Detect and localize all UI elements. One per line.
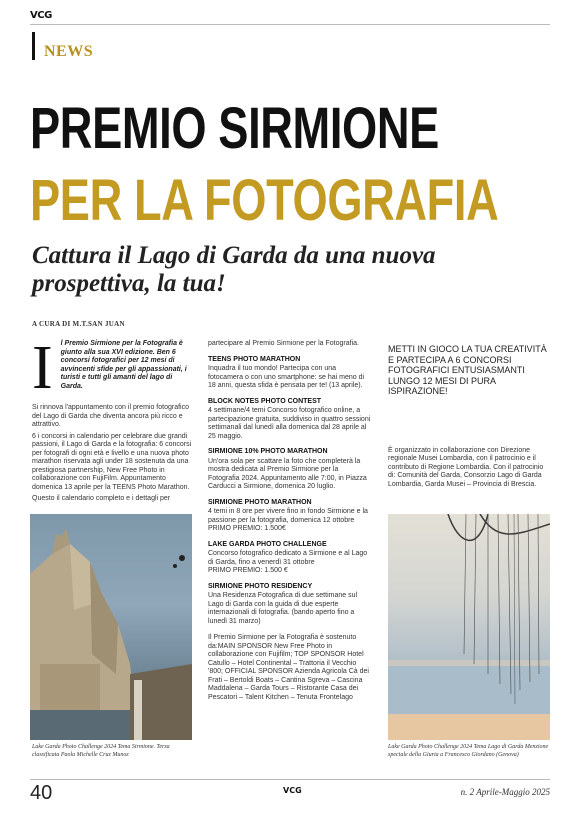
body-paragraph: Questo il calendario completo e i dettagli per [32, 495, 171, 502]
body-paragraph: 6 i concorsi in calendario per celebrare due grandi passioni, il Lago di Garda e la fotografia: 6 concorsi per fotografi di ogni età e livello e una nuova photo marathon riservata agli under 18 sostenuta da una prestigiosa partnership, New Free Photo in collaborazione con FujiFilm. Appuntamento domenica 13 aprile per la TEENS Photo Marathon. [32, 432, 192, 491]
contest-text: Una Residenza Fotografica di due settimane sul Lago di Garda con la guida di due esperte internazionali di fotografia. (bando aperto fino a lunedì 31 marzo) [208, 592, 358, 625]
contest-title: TEENS PHOTO MARATHON [208, 355, 301, 363]
body-paragraph: partecipare al Premio Sirmione per la Fotografia. [208, 340, 359, 347]
headline-line-2: PER LA FOTOGRAFIA [30, 168, 499, 233]
contest-title: SIRMIONE PHOTO RESIDENCY [208, 582, 313, 590]
magazine-logo: VCG [30, 10, 52, 21]
body-paragraph: Si rinnova l'appuntamento con il premio fotografico del Lago di Garda che diventa ancora più ricco e attrattivo. [32, 404, 189, 428]
byline: A CURA DI M.T.SAN JUAN [32, 320, 125, 328]
organization-paragraph: È organizzato in collaborazione con Direzione regionale Musei Lombardia, con il patrocinio e il contributo di Regione Lombardia. Con il patrocinio di: Comunità del Garda, Consorzio Lago di Garda Lombardia, Garda Musei – Provincia di Brescia. [388, 446, 544, 488]
contest-text: Un'ora sola per scattare la foto che completerà la mostra dedicata al Premio Sirmione per la Fotografia 2024. Appuntamento alle 7:00, in Piazza Carducci a Sirmione, domenica 20 luglio. [208, 457, 367, 490]
footer-logo: VCG [283, 786, 302, 795]
contest-text: 4 temi in 8 ore per vivere fino in fondo Sirmione e la passione per la fotografia, domenica 12 ottobre [208, 508, 368, 524]
section-marker [32, 32, 35, 60]
drop-cap: I [32, 334, 53, 402]
intro-block [32, 334, 192, 404]
contest-text: Concorso fotografico dedicato a Sirmione e al Lago di Garda, fino a venerdì 31 ottobre [208, 550, 368, 566]
contest-title: SIRMIONE PHOTO MARATHON [208, 498, 312, 506]
contest-title: LAKE GARDA PHOTO CHALLENGE [208, 540, 327, 548]
lake-illustration [388, 514, 550, 740]
callout-text: METTI IN GIOCO LA TUA CREATIVITÀ E PARTECIPA A 6 CONCORSI FOTOGRAFICI ENTUSIASMANTI LUNGO 12 MESI DI PURA ISPIRAZIONE! [388, 344, 547, 396]
contest-prize: PRIMO PREMIO: 1.500 € [208, 567, 288, 574]
issue-info: n. 2 Aprile-Maggio 2025 [460, 787, 550, 797]
sponsors-paragraph: Il Premio Sirmione per la Fotografia è sostenuto da:MAIN SPONSOR New Free Photo in collaborazione con Fujifilm; TOP SPONSOR Hotel Catullo – Hotel Continental – Trattoria il Vecchio '800; OFFICIAL SPONSOR Azienda Agricola Cà dei Frati – Bertoldi Boats – Cantina Sgreva – Cascina Maddalena – Garda Tours – Ristorante Casa dei Pescatori – Talent Kitchen – Tenuta Frontelago [208, 634, 369, 701]
contest-title: BLOCK NOTES PHOTO CONTEST [208, 397, 322, 405]
column-3 [388, 344, 548, 492]
section-label: NEWS [44, 43, 94, 60]
castle-illustration [30, 514, 192, 740]
photo-caption-left: Lake Garda Photo Challenge 2024 Tema Sirmione. Terza classificata Paola Michelle Cruz Munoz [32, 744, 170, 758]
contest-title: SIRMIONE 10% PHOTO MARATHON [208, 448, 328, 455]
subtitle: Cattura il Lago di Garda da una nuova prospettiva, la tua! [32, 242, 436, 297]
page-number: 40 [30, 782, 53, 804]
contest-text: Inquadra il tuo mondo! Partecipa con una fotocamera o con uno smartphone: se hai meno di 18 anni, questa sfida è pensata per te! (13 aprile). [208, 365, 365, 389]
column-1 [32, 334, 192, 507]
column-2 [208, 340, 371, 705]
bottom-divider [30, 779, 550, 780]
photo-caption-right: Lake Garda Photo Challenge 2024 Tema Lago di Garda Menzione speciale della Giuria a Francesco Giordano (Genova) [388, 744, 549, 758]
contest-text: 4 settimane/4 temi Concorso fotografico online, a partecipazione gratuita, suddiviso in quattro sessioni settimanali dal lunedì alla domenica dal 28 aprile al 25 maggio. [208, 407, 371, 440]
headline-line-1: PREMIO SIRMIONE [30, 96, 439, 161]
photo-lake-garda [388, 514, 550, 740]
intro-paragraph: l Premio Sirmione per la Fotografia è giunto alla sua XVI edizione. Ben 6 concorsi fotografici per 12 mesi di avvincenti sfide per gli appassionati, i turisti e tutti gli amanti del lago di Garda. [60, 340, 187, 390]
photo-sirmione-castle [30, 514, 192, 740]
top-divider [30, 24, 550, 25]
contest-prize: PRIMO PREMIO: 1.500€ [208, 525, 286, 532]
